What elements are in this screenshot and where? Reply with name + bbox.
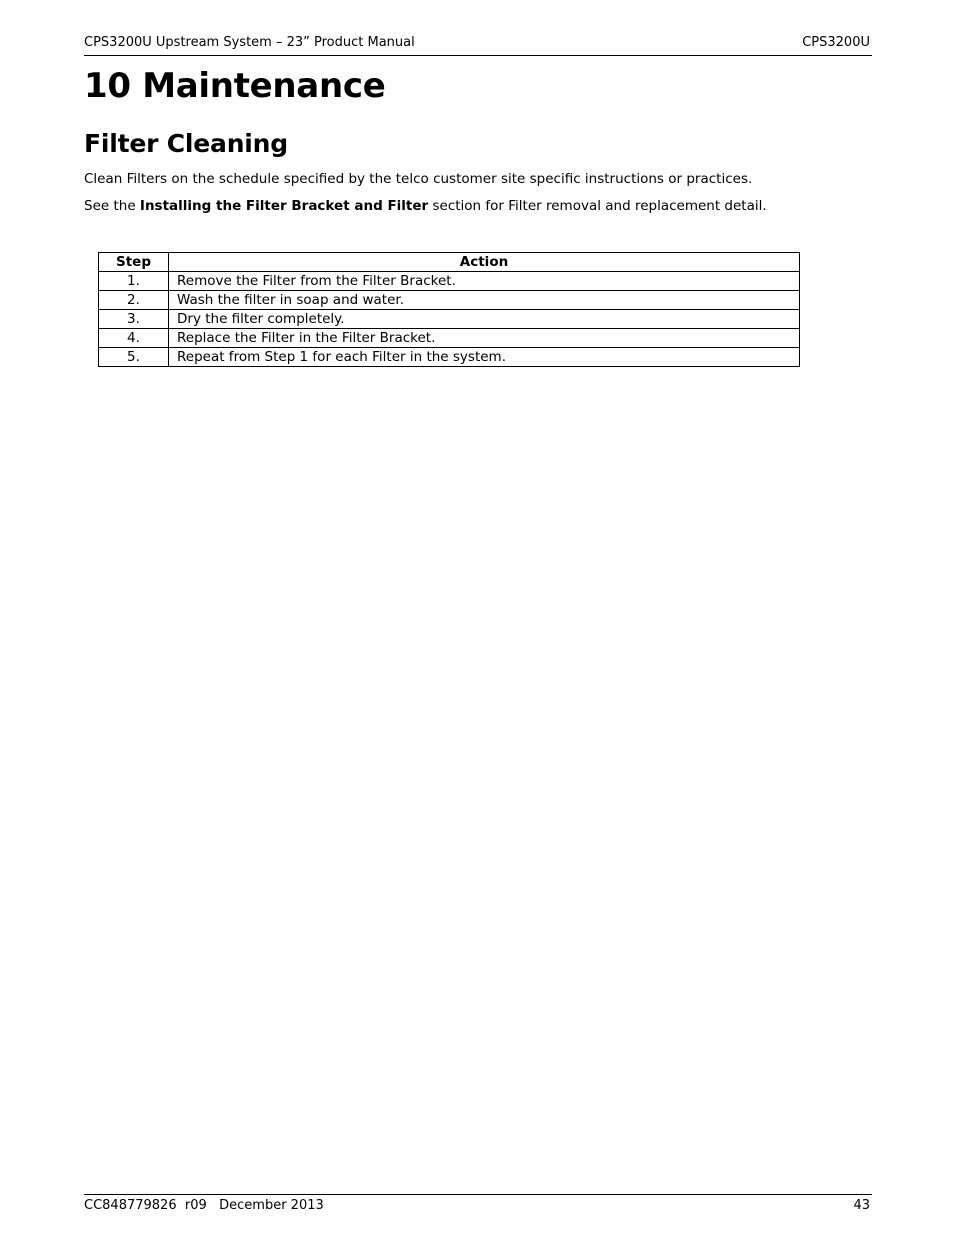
step-number: 2.	[99, 291, 169, 310]
step-action: Remove the Filter from the Filter Bracket.	[169, 272, 800, 291]
chapter-title: 10 Maintenance	[84, 66, 386, 106]
step-action: Replace the Filter in the Filter Bracket.	[169, 329, 800, 348]
step-number: 4.	[99, 329, 169, 348]
filter-cleaning-steps-table	[98, 252, 800, 367]
reference-prefix: See the	[84, 198, 140, 214]
step-number: 1.	[99, 272, 169, 291]
step-column-header: Step	[99, 253, 169, 272]
step-number: 5.	[99, 348, 169, 367]
reference-suffix: section for Filter removal and replacement detail.	[428, 198, 767, 214]
step-action: Dry the filter completely.	[169, 310, 800, 329]
page-footer	[84, 1194, 872, 1215]
header-product-code: CPS3200U	[802, 35, 870, 50]
step-action: Wash the filter in soap and water.	[169, 291, 800, 310]
reference-paragraph	[84, 197, 884, 215]
step-action: Repeat from Step 1 for each Filter in the system.	[169, 348, 800, 367]
footer-document-id: CC848779826 r09 December 2013	[84, 1198, 324, 1213]
table-row	[99, 310, 800, 329]
table-header-row	[99, 253, 800, 272]
table-row	[99, 329, 800, 348]
table-row	[99, 291, 800, 310]
table-row	[99, 272, 800, 291]
page-header	[84, 34, 872, 56]
action-column-header: Action	[169, 253, 800, 272]
header-document-title: CPS3200U Upstream System – 23” Product Manual	[84, 35, 415, 50]
step-number: 3.	[99, 310, 169, 329]
intro-paragraph: Clean Filters on the schedule specified by the telco customer site specific instructions or practices.	[84, 171, 753, 187]
section-title: Filter Cleaning	[84, 129, 288, 158]
table-row	[99, 348, 800, 367]
page-number: 43	[853, 1198, 870, 1213]
reference-link-text: Installing the Filter Bracket and Filter	[139, 198, 429, 214]
